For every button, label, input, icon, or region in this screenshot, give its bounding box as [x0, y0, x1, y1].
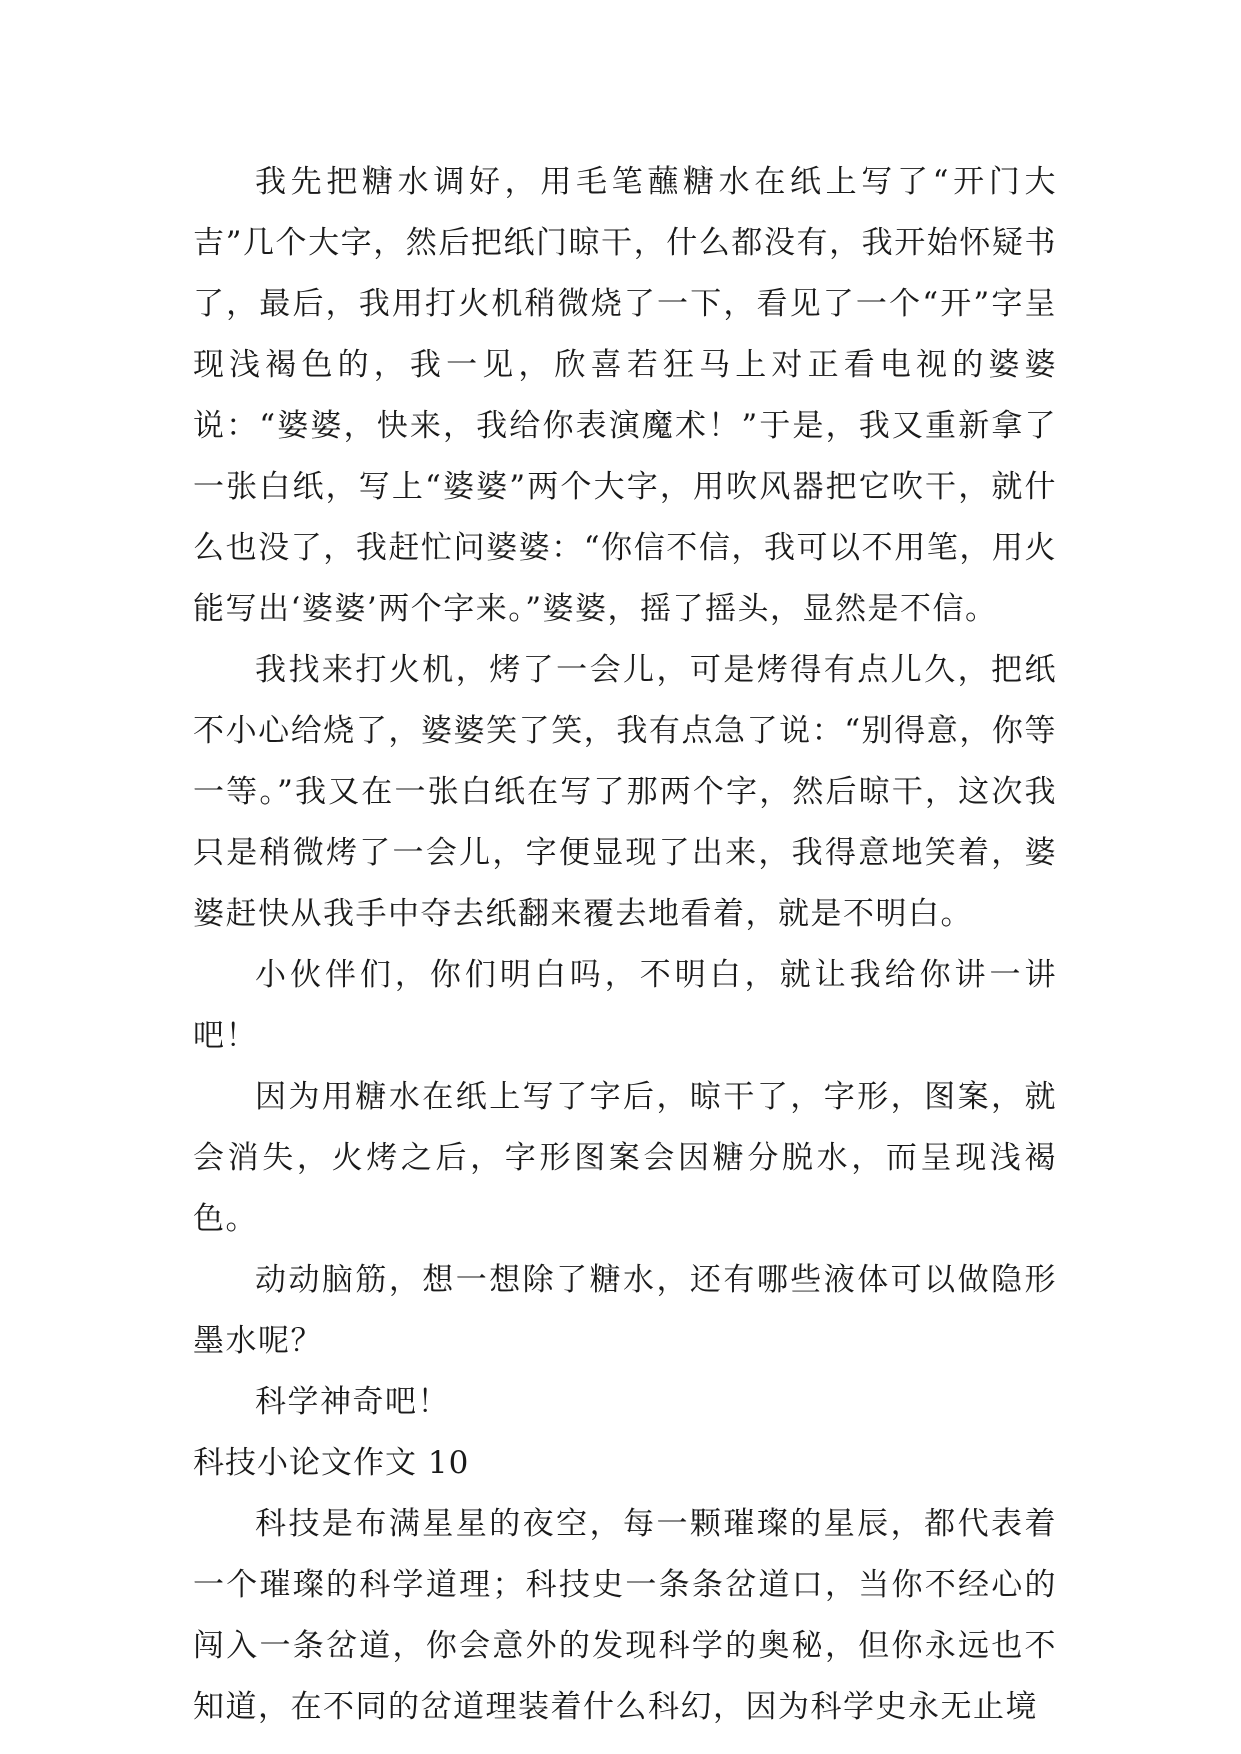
- paragraph: 科技是布满星星的夜空，每一颗璀璨的星辰，都代表着一个璀璨的科学道理；科技史一条条岔道口，当你不经心的闯入一条岔道，你会意外的发现科学的奥秘，但你永远也不知道，在不同的岔道理装着什么科幻，因为科学史永无止境: [193, 1506, 1057, 1725]
- paragraph: 我先把糖水调好，用毛笔蘸糖水在纸上写了“开门大吉”几个大字，然后把纸门晾干，什么都没有，我开始怀疑书了，最后，我用打火机稍微烧了一下，看见了一个“开”字呈现浅褐色的，我一见，欣喜若狂马上对正看电视的婆婆说：“婆婆，快来，我给你表演魔术！”于是，我又重新拿了一张白纸，写上“婆婆”两个大字，用吹风器把它吹干，就什么也没了，我赶忙问婆婆：“你信不信，我可以不用笔，用火能写出‘婆婆’两个字来。”婆婆，摇了摇头，显然是不信。: [193, 164, 1057, 627]
- paragraph: 科学神奇吧！: [255, 1384, 450, 1420]
- paragraph: 动动脑筋，想一想除了糖水，还有哪些液体可以做隐形墨水呢？: [193, 1262, 1057, 1359]
- section-title: 科技小论文作文 10: [193, 1445, 470, 1481]
- paragraph: 小伙伴们，你们明白吗，不明白，就让我给你讲一讲吧！: [193, 957, 1057, 1054]
- paragraph: 我找来打火机，烤了一会儿，可是烤得有点儿久，把纸不小心给烧了，婆婆笑了笑，我有点急了说：“别得意，你等一等。”我又在一张白纸在写了那两个字，然后晾干，这次我只是稍微烤了一会儿，字便显现了出来，我得意地笑着，婆婆赶快从我手中夺去纸翻来覆去地看着，就是不明白。: [193, 652, 1057, 932]
- document-body: [193, 152, 1057, 1738]
- paragraph: 因为用糖水在纸上写了字后，晾干了，字形，图案，就会消失，火烤之后，字形图案会因糖分脱水，而呈现浅褐色。: [193, 1079, 1057, 1237]
